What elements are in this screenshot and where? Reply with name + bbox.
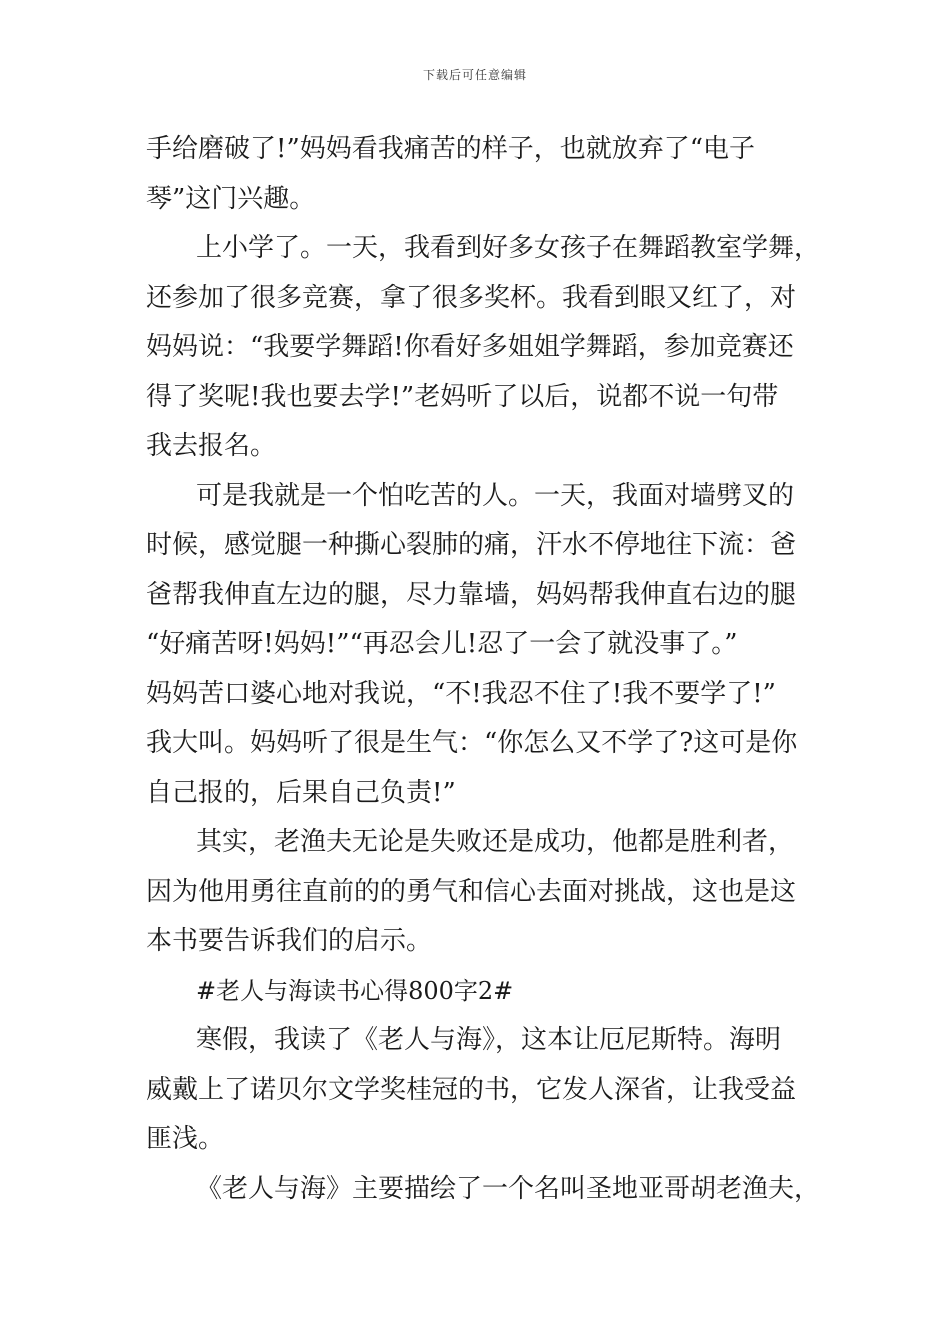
paragraph-start-line: 其实，老渔夫无论是失败还是成功，他都是胜利者， (196, 827, 795, 857)
section-heading: #老人与海读书心得800字2# (196, 976, 514, 1005)
text-line: 我去报名。 (146, 431, 277, 461)
document-body (146, 125, 826, 1214)
text-line: 匪浅。 (146, 1124, 225, 1154)
text-line: 时候，感觉腿一种撕心裂肺的痛，汗水不停地往下流：爸 (146, 530, 797, 560)
paragraph-start-line: 上小学了。一天，我看到好多女孩子在舞蹈教室学舞， (196, 233, 821, 263)
text-line: 妈妈苦口婆心地对我说，“不!我忍不住了!我不要学了!” (146, 678, 776, 709)
text-line: 我大叫。妈妈听了很是生气：“你怎么又不学了?这可是你 (146, 728, 798, 758)
text-line: 自己报的，后果自己负责!” (146, 777, 456, 808)
text-line: 手给磨破了!”妈妈看我痛苦的样子，也就放弃了“电子 (146, 134, 756, 164)
text-line: 因为他用勇往直前的的勇气和信心去面对挑战，这也是这 (146, 876, 797, 907)
text-line: 妈妈说：“我要学舞蹈!你看好多姐姐学舞蹈，参加竞赛还 (146, 332, 794, 362)
text-line: 得了奖呢!我也要去学!”老妈听了以后，说都不说一句带 (146, 381, 779, 412)
text-line: 还参加了很多竞赛，拿了很多奖杯。我看到眼又红了，对 (146, 282, 797, 313)
text-line: 琴”这门兴趣。 (146, 183, 316, 214)
paragraph-start-line: 寒假，我读了《老人与海》，这本让厄尼斯特。海明 (196, 1025, 782, 1055)
paragraph-start-line: 《老人与海》主要描绘了一个名叫圣地亚哥胡老渔夫， (196, 1173, 821, 1204)
paragraph-start-line: 可是我就是一个怕吃苦的人。一天，我面对墙劈叉的 (196, 480, 795, 511)
text-line: 本书要告诉我们的启示。 (146, 926, 433, 956)
text-line: 威戴上了诺贝尔文学奖桂冠的书，它发人深省，让我受益 (146, 1074, 797, 1105)
text-line: “好痛苦呀!妈妈!”“再忍会儿!忍了一会了就没事了。” (146, 629, 738, 659)
text-line: 爸帮我伸直左边的腿，尽力靠墙，妈妈帮我伸直右边的腿 (146, 579, 797, 610)
page-header: 下载后可任意编辑 (422, 68, 527, 82)
